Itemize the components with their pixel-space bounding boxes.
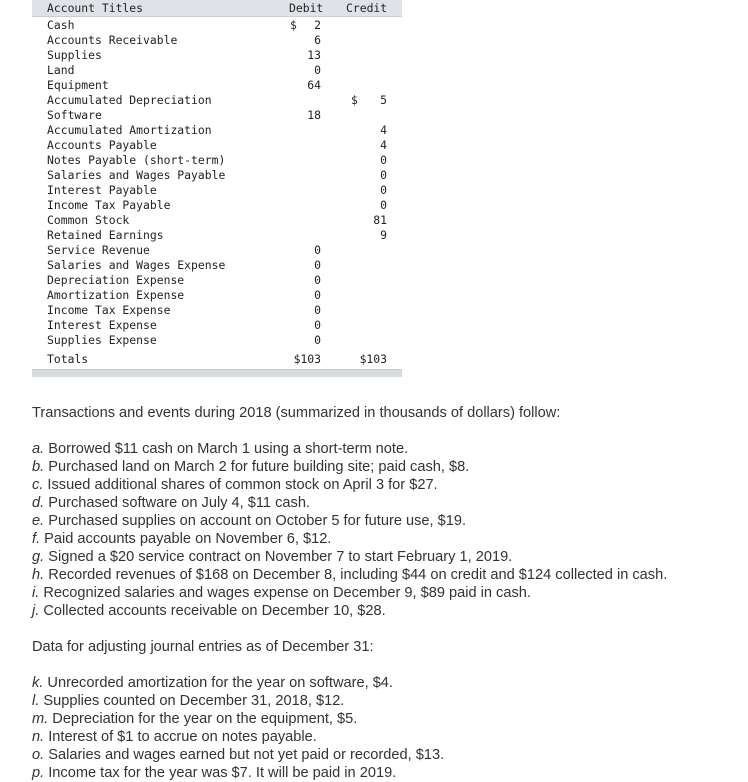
debit-dollar-sign: $ — [290, 18, 297, 32]
account-name: Notes Payable (short-term) — [47, 153, 226, 167]
item-text: Purchased land on March 2 for future building site; paid cash, $8. — [48, 459, 470, 475]
debit-value: 13 — [307, 48, 321, 62]
debit-value: 0 — [314, 273, 321, 287]
transaction-item — [32, 548, 732, 566]
adjusting-intro: Data for adjusting journal entries as of December 31: — [32, 639, 374, 655]
item-text: Borrowed $11 cash on March 1 using a short-term note. — [48, 441, 409, 457]
debit-value: 0 — [314, 288, 321, 302]
transaction-item — [32, 440, 732, 458]
table-row — [32, 62, 402, 77]
table-row — [32, 77, 402, 92]
account-name: Retained Earnings — [47, 228, 164, 242]
account-name: Salaries and Wages Expense — [47, 258, 226, 272]
trial-balance-table — [32, 0, 402, 377]
item-text: Supplies counted on December 31, 2018, $12. — [43, 693, 345, 709]
item-letter: i. — [32, 585, 40, 601]
table-row — [32, 302, 402, 317]
table-row — [32, 92, 402, 107]
header-account-titles: Account Titles — [47, 1, 144, 15]
adjustment-item — [32, 728, 732, 746]
credit-value: 5 — [380, 93, 387, 107]
table-row — [32, 167, 402, 182]
transaction-item — [32, 494, 732, 512]
item-letter: c. — [32, 477, 44, 493]
totals-row — [32, 351, 402, 367]
table-body — [32, 17, 402, 347]
item-letter: p. — [32, 765, 45, 781]
table-row — [32, 317, 402, 332]
table-row — [32, 107, 402, 122]
item-text: Paid accounts payable on November 6, $12. — [44, 531, 332, 547]
table-row — [32, 197, 402, 212]
transactions-list — [32, 440, 732, 620]
item-letter: j. — [32, 603, 40, 619]
debit-value: 2 — [314, 18, 321, 32]
item-text: Unrecorded amortization for the year on software, $4. — [47, 675, 393, 691]
table-row — [32, 332, 402, 347]
item-letter: g. — [32, 549, 45, 565]
account-name: Supplies — [47, 48, 102, 62]
item-text: Recognized salaries and wages expense on December 9, $89 paid in cash. — [43, 585, 531, 601]
item-text: Salaries and wages earned but not yet paid or recorded, $13. — [48, 747, 445, 763]
problem-text — [32, 404, 732, 782]
debit-value: 0 — [314, 258, 321, 272]
account-name: Supplies Expense — [47, 333, 157, 347]
item-letter: h. — [32, 567, 45, 583]
table-row — [32, 182, 402, 197]
item-letter: l. — [32, 693, 40, 709]
debit-value: 18 — [307, 108, 321, 122]
item-text: Interest of $1 to accrue on notes payable. — [48, 729, 317, 745]
item-text: Issued additional shares of common stock on April 3 for $27. — [47, 477, 438, 493]
item-text: Collected accounts receivable on December 10, $28. — [43, 603, 386, 619]
transaction-item — [32, 566, 732, 584]
adjustments-list — [32, 674, 732, 782]
table-row — [32, 17, 402, 32]
adjustment-item — [32, 692, 732, 710]
account-name: Accounts Receivable — [47, 33, 178, 47]
item-letter: k. — [32, 675, 44, 691]
debit-value: 0 — [314, 303, 321, 317]
account-name: Accumulated Amortization — [47, 123, 212, 137]
credit-value: 0 — [380, 183, 387, 197]
table-header — [32, 0, 402, 17]
transaction-item — [32, 476, 732, 494]
table-row — [32, 152, 402, 167]
table-bottom-rule — [32, 369, 402, 377]
header-credit: Credit — [346, 1, 388, 15]
account-name: Interest Expense — [47, 318, 157, 332]
transaction-item — [32, 458, 732, 476]
table-row — [32, 212, 402, 227]
adjustment-item — [32, 710, 732, 728]
transaction-item — [32, 602, 732, 620]
adjustment-item — [32, 764, 732, 782]
account-name: Equipment — [47, 78, 109, 92]
account-name: Accounts Payable — [47, 138, 157, 152]
account-name: Accumulated Depreciation — [47, 93, 212, 107]
debit-value: 0 — [314, 333, 321, 347]
table-row — [32, 47, 402, 62]
item-letter: f. — [32, 531, 41, 547]
adjustment-item — [32, 746, 732, 764]
debit-value: 0 — [314, 318, 321, 332]
item-letter: a. — [32, 441, 45, 457]
item-text: Income tax for the year was $7. It will be paid in 2019. — [48, 765, 397, 781]
credit-value: 0 — [380, 168, 387, 182]
item-letter: b. — [32, 459, 45, 475]
account-name: Land — [47, 63, 75, 77]
debit-value: 0 — [314, 63, 321, 77]
item-text: Signed a $20 service contract on November 7 to start February 1, 2019. — [48, 549, 513, 565]
item-text: Depreciation for the year on the equipment, $5. — [52, 711, 358, 727]
item-letter: m. — [32, 711, 49, 727]
table-row — [32, 137, 402, 152]
credit-value: 4 — [380, 138, 387, 152]
table-row — [32, 122, 402, 137]
header-debit: Debit — [289, 1, 324, 15]
credit-dollar-sign: $ — [351, 93, 358, 107]
transaction-item — [32, 530, 732, 548]
account-name: Income Tax Expense — [47, 303, 171, 317]
debit-value: 0 — [314, 243, 321, 257]
table-row — [32, 257, 402, 272]
adjustment-item — [32, 674, 732, 692]
transaction-item — [32, 512, 732, 530]
totals-label: Totals — [47, 352, 89, 366]
account-name: Depreciation Expense — [47, 273, 185, 287]
credit-value: 9 — [380, 228, 387, 242]
table-row — [32, 227, 402, 242]
table-row — [32, 242, 402, 257]
item-letter: o. — [32, 747, 45, 763]
account-name: Interest Payable — [47, 183, 157, 197]
account-name: Common Stock — [47, 213, 130, 227]
debit-value: 64 — [307, 78, 321, 92]
credit-value: 0 — [380, 153, 387, 167]
item-text: Purchased software on July 4, $11 cash. — [48, 495, 310, 511]
account-name: Amortization Expense — [47, 288, 185, 302]
account-name: Software — [47, 108, 102, 122]
account-name: Cash — [47, 18, 75, 32]
credit-value: 81 — [373, 213, 387, 227]
credit-value: 4 — [380, 123, 387, 137]
account-name: Service Revenue — [47, 243, 150, 257]
table-row — [32, 32, 402, 47]
transactions-intro: Transactions and events during 2018 (summarized in thousands of dollars) follow: — [32, 405, 561, 421]
item-letter: n. — [32, 729, 45, 745]
totals-credit: $103 — [359, 352, 387, 366]
item-letter: d. — [32, 495, 45, 511]
totals-debit: $103 — [293, 352, 321, 366]
transaction-item — [32, 584, 732, 602]
table-row — [32, 287, 402, 302]
account-name: Salaries and Wages Payable — [47, 168, 226, 182]
credit-value: 0 — [380, 198, 387, 212]
debit-value: 6 — [314, 33, 321, 47]
item-letter: e. — [32, 513, 45, 529]
account-name: Income Tax Payable — [47, 198, 171, 212]
table-row — [32, 272, 402, 287]
item-text: Recorded revenues of $168 on December 8, including $44 on credit and $124 collected in cash. — [48, 567, 668, 583]
item-text: Purchased supplies on account on October 5 for future use, $19. — [48, 513, 467, 529]
